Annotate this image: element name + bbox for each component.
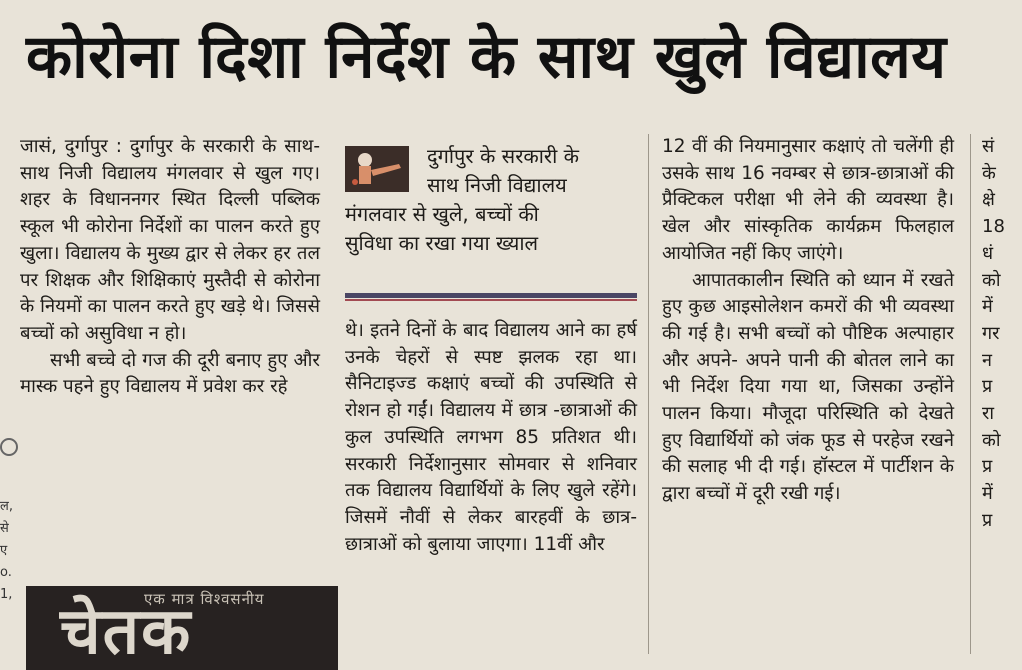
highlight-rule <box>345 293 637 298</box>
fragment-text: के <box>982 162 996 184</box>
fragment-text: प्र <box>982 509 993 531</box>
paragraph: सभी बच्चे दो गज की दूरी बनाए हुए और मास्क पहने हुए विद्यालय में प्रवेश कर रहे <box>20 349 320 398</box>
fragment-text: न <box>982 349 992 371</box>
advertisement <box>26 586 338 670</box>
highlight-line: मंगलवार से खुले, बच्चों की <box>345 202 539 226</box>
article-column-1 <box>20 134 320 401</box>
highlight-rule <box>345 299 637 301</box>
article-column-3 <box>662 134 954 508</box>
fragment-text: ए <box>0 543 8 558</box>
fragment-text: से <box>0 521 9 536</box>
fragment-text: रा <box>982 403 995 425</box>
paragraph: 12 वीं की नियमानुसार कक्षाएं तो चलेंगी ही उसके साथ 16 नवम्बर से छात्र-छात्राओं की प्रैक्टिकल परीक्षा भी लेने की व्यवस्था है। खेल और सांस्कृतिक कार्यक्रम फिलहाल आयोजित नहीं किए जाएंगे। <box>662 136 954 264</box>
article-column-2 <box>345 318 637 558</box>
fragment-text: 18 <box>982 216 1005 238</box>
column-divider <box>970 134 971 654</box>
fragment-text: को <box>982 269 1001 291</box>
paragraph: जासं, दुर्गापुर : दुर्गापुर के सरकारी के साथ-साथ निजी विद्यालय मंगलवार से खुल गए। शहर के विधाननगर स्थित दिल्ली पब्लिक स्कूल भी कोरोना निर्देशों का पालन करते हुए खुला। विद्यालय के मुख्य द्वार से लेकर हर तल पर शिक्षक और शिक्षिकाएं मुस्तैदी से कोरोना के नियमों का पालन करते हुए खड़े थे। जिससे बच्चों को असुविधा न हो। <box>20 136 320 344</box>
fragment-text: सं <box>982 136 995 157</box>
top-cut-strip <box>0 0 1000 14</box>
highlight-line: दुर्गापुर के सरकारी के <box>427 144 579 168</box>
paragraph: आपातकालीन स्थिति को ध्यान में रखते हुए कुछ आइसोलेशन कमरों की भी व्यवस्था की गई है। सभी बच्चों को पौष्टिक अल्पाहार और अपने- अपने पानी की बोतल लाने का भी निर्देश दिया गया था, जिसका उन्होंने पालन किया। मौजूदा परिस्थिति को देखते हुए विद्यार्थियों को जंक फूड से परहेज रखने की सलाह भी दी गई। हॉस्टल में पार्टीशन के द्वारा बच्चों में दूरी रखी गई। <box>662 269 954 505</box>
ad-brand: चेतक <box>60 595 193 669</box>
adjacent-article-fragment <box>982 134 1022 535</box>
fragment-text: गर <box>982 322 1000 344</box>
paragraph: थे। इतने दिनों के बाद विद्यालय आने का हर्ष उनके चेहरों से स्पष्ट झलक रहा था। सैनिटाइज्ड कक्षाएं बच्चों की उपस्थिति से रोशन हो गईं। विद्यालय में छात्र -छात्राओं की कुल उपस्थिति लगभग 85 प्रतिशत थी। सरकारी निर्देशानुसार सोमवार से शनिवार तक विद्यालय विद्यार्थियों के लिए खुले रहेंगे। जिसमें नौवीं से लेकर बारहवीं के छात्र- छात्राओं को बुलाया जाएगा। 11वीं और <box>345 320 637 555</box>
fragment-text: में <box>982 483 993 505</box>
left-edge-fragment <box>0 438 18 638</box>
fragment-text: में <box>982 296 993 318</box>
fragment-text: क्षे <box>982 189 995 211</box>
fragment-text: प्र <box>982 376 993 398</box>
circle-mark-icon <box>0 438 18 456</box>
column-divider <box>648 134 649 654</box>
fragment-text: 1, <box>0 587 13 602</box>
ad-tagline: एक मात्र विश्वसनीय <box>144 590 265 608</box>
headline: कोरोना दिशा निर्देश के साथ खुले विद्यालय <box>26 22 947 92</box>
fragment-text: प्र <box>982 456 993 478</box>
fragment-text: धं <box>982 242 994 264</box>
highlight-line: साथ निजी विद्यालय <box>427 173 567 197</box>
fragment-text: ल, <box>0 499 13 514</box>
highlight-box <box>345 142 637 292</box>
highlight-line: सुविधा का रखा गया ख्याल <box>345 231 539 255</box>
fragment-text: o. <box>0 565 12 580</box>
fragment-text: को <box>982 429 1001 451</box>
